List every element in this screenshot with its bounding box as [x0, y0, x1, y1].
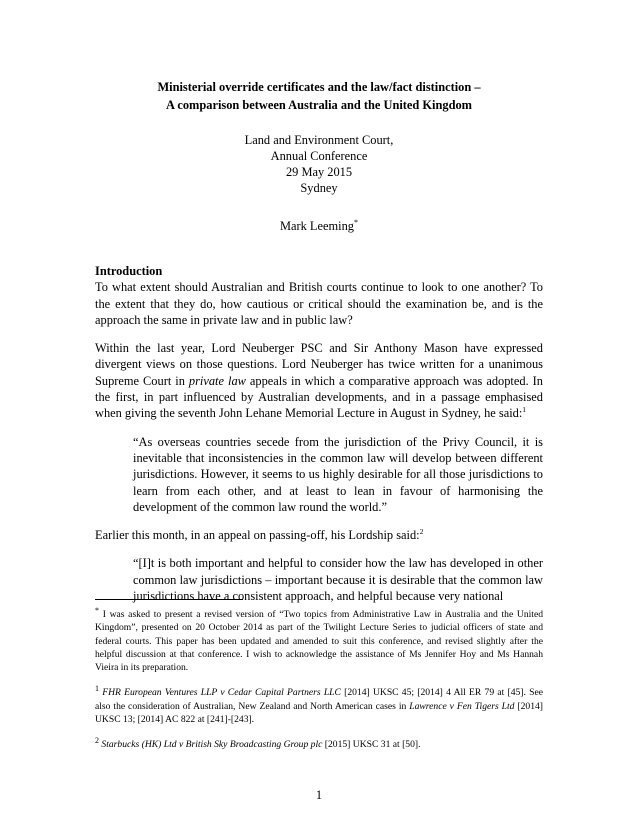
footnote-1 [95, 682, 543, 726]
document-body [95, 263, 543, 604]
event-court: Land and Environment Court, [244, 133, 394, 147]
page-number: 1 [315, 788, 323, 802]
paragraph-2-text-a: Within the last year, Lord Neuberger PSC and Sir Anthony Mason have expressed divergent views on those questions. Lord Neuberger has twice written for a unanimous Supreme Court in [95, 341, 543, 388]
footnote-2 [95, 734, 543, 751]
event-details [95, 132, 543, 196]
paragraph-3-text: Earlier this month, in an appeal on passing-off, his Lordship said: [95, 528, 420, 543]
footnote-ref-2[interactable]: 2 [419, 527, 424, 537]
footnote-star-text: I was asked to present a revised version of “Two topics from Administrative Law in Australia and the United Kingdom”, presented on 20 October 2014 as part of the Twilight Lecture Series to judicial officers of state and federal courts. This paper has been updated and amended to suit this conference, and revised slightly after the helpful discussion at that conference. I wish to acknowledge the assistance of Ms Jennifer Hoy and Ms Hannah Vieira in its preparation. [95, 609, 543, 673]
paragraph-1: To what extent should Australian and British courts continue to look to one another? To the extent that they do, how cautious or critical should the examination be, and is the approach the same in private law and in public law? [95, 280, 543, 327]
event-name: Annual Conference [270, 149, 368, 163]
author-footnote-mark[interactable]: * [353, 217, 358, 227]
title-line-1: Ministerial override certificates and the law/fact distinction – [157, 80, 481, 94]
footnote-star [95, 604, 543, 674]
paragraph-3 [95, 527, 543, 543]
paragraph-2-italic: private law [188, 373, 246, 388]
event-location: Sydney [300, 181, 338, 195]
footnote-1-text-a: [2014] UKSC 45; [2014] 4 All ER 79 at [45]. See also the consideration of Australian, New Zealand and North American cases in [95, 687, 543, 712]
block-quote-1: “As overseas countries secede from the jurisdiction of the Privy Council, it is inevitable that inconsistencies in the common law will develop between different jurisdictions. However, it seems to us highly desirable for all those jurisdictions to learn from each other, and at least to lean in favour of harmonising the development of the common law round the world.” [133, 434, 543, 514]
event-date: 29 May 2015 [285, 165, 353, 179]
footnote-1-text-b: [2014] UKSC 13; [2014] AC 822 at [241]-[243]. [95, 700, 543, 725]
footnote-2-case: Starbucks (HK) Ltd v British Sky Broadcasting Group plc [101, 739, 323, 751]
footnote-star-mark: * [95, 606, 99, 615]
footnote-ref-1[interactable]: 1 [522, 405, 527, 415]
footnote-1-case-2: Lawrence v Fen Tigers Ltd [409, 700, 515, 712]
paragraph-2-text-b: appeals in which a comparative approach was adopted. In the first, in part influenced by Australian developments, and in a passage emphasised when giving the seventh John Lehane Memorial Lecture in August in Sydney, he said: [95, 373, 543, 421]
paragraph-2 [95, 340, 543, 421]
block-quote-2: “[I]t is both important and helpful to consider how the law has developed in other common law jurisdictions – important because it is desirable that the common law jurisdictions have a consistent approach, and helpful because very national [133, 556, 543, 604]
footnotes [95, 604, 543, 751]
title-line-2: A comparison between Australia and the United Kingdom [165, 98, 472, 112]
section-heading: Introduction [95, 264, 163, 278]
footnote-2-mark: 2 [95, 736, 99, 745]
author-line [95, 218, 543, 234]
author-name: Mark Leeming [280, 219, 354, 233]
document-title [95, 78, 543, 114]
footnote-2-text: [2015] UKSC 31 at [50]. [322, 739, 421, 751]
footnote-separator [95, 599, 243, 600]
footnote-1-mark: 1 [95, 684, 99, 694]
footnote-1-case: FHR European Ventures LLP v Cedar Capital Partners LLC [102, 687, 341, 699]
